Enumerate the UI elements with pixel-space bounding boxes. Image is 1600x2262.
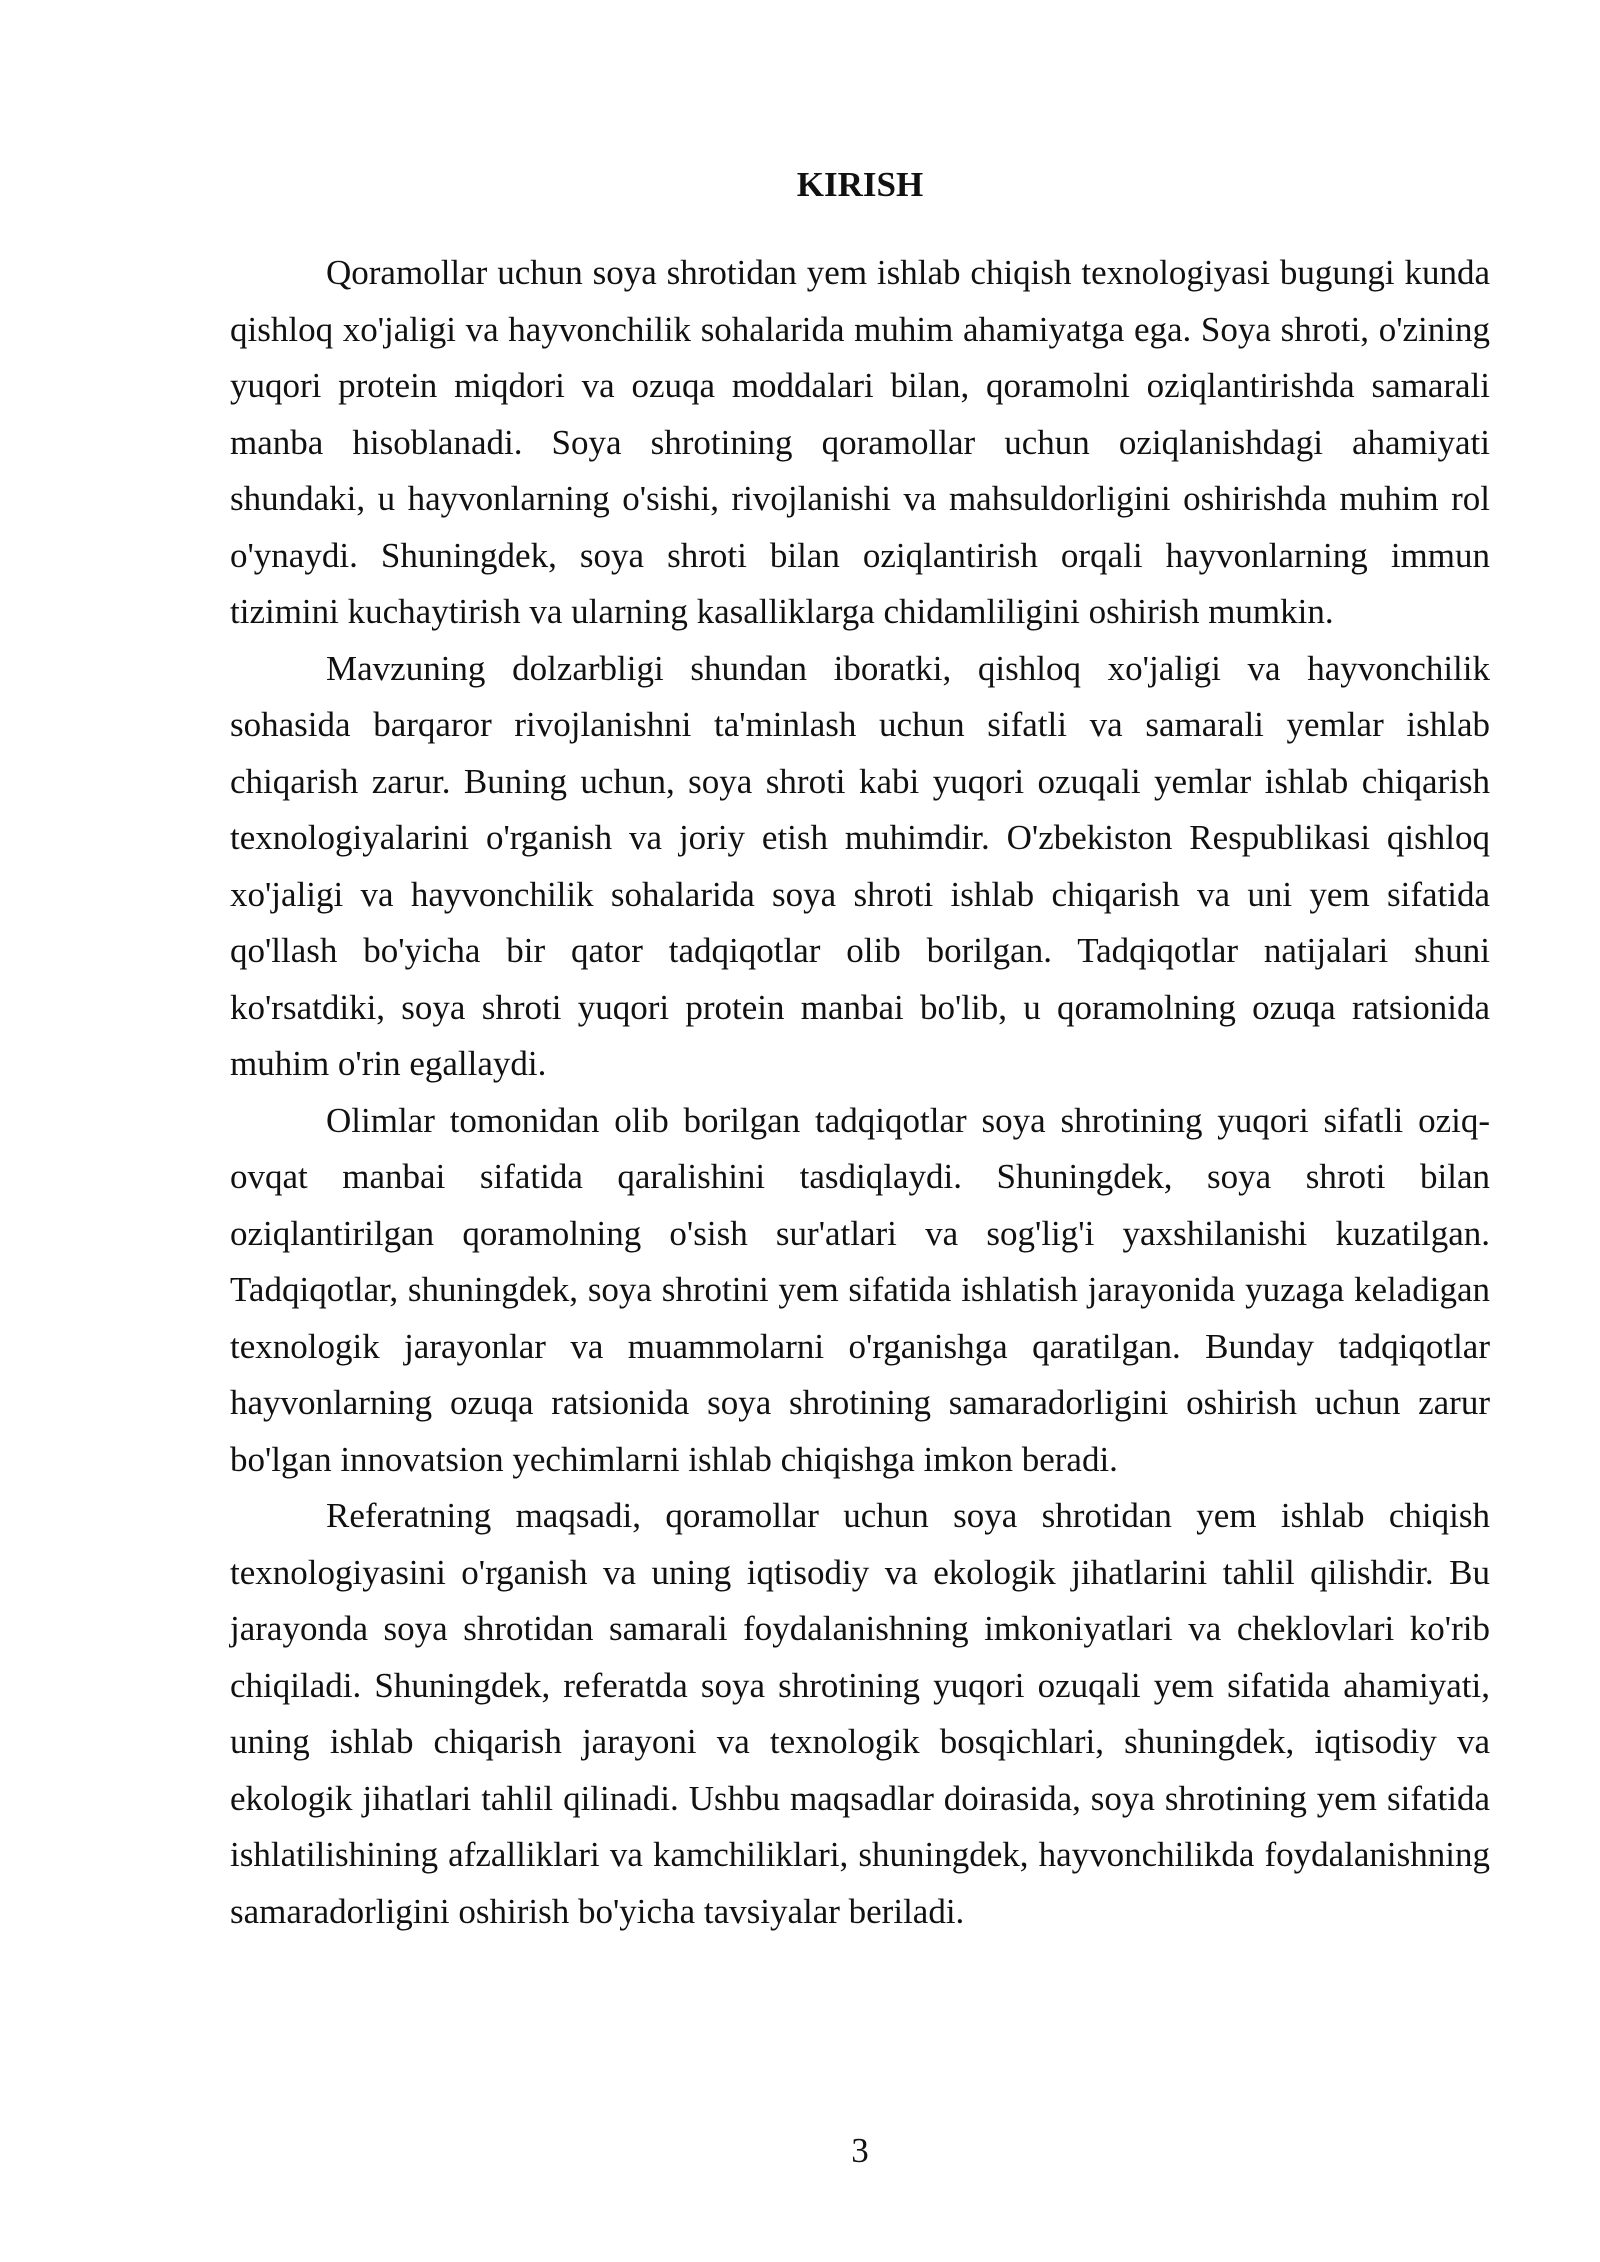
paragraph-relevance: Mavzuning dolzarbligi shundan iboratki, qishloq xo'jaligi va hayvonchilik sohasida barqaror rivojlanishni ta'minlash uchun sifatli va samarali yemlar ishlab chiqarish zarur. Buning uchun, soya shroti kabi yuqori ozuqali yemlar ishlab chiqarish texnologiyalarini o'rganish va joriy etish muhimdir. O'zbekiston Respublikasi qishloq xo'jaligi va hayvonchilik sohalarida soya shroti ishlab chiqarish va uni yem sifatida qo'llash bo'yicha bir qator tadqiqotlar olib borilgan. Tadqiqotlar natijalari shuni ko'rsatdiki, soya shroti yuqori protein manbai bo'lib, u qoramolning ozuqa ratsionida muhim o'rin egallaydi.	[230, 648, 1490, 1083]
page-number: 3	[851, 2131, 869, 2170]
paragraph-goal: Referatning maqsadi, qoramollar uchun soya shrotidan yem ishlab chiqish texnologiyasini o'rganish va uning iqtisodiy va ekologik jihatlarini tahlil qilishdir. Bu jarayonda soya shrotidan samarali foydalanishning imkoniyatlari va cheklovlari ko'rib chiqiladi. Shuningdek, referatda soya shrotining yuqori ozuqali yem sifatida ahamiyati, uning ishlab chiqarish jarayoni va texnologik bosqichlari, shuningdek, iqtisodiy va ekologik jihatlari tahlil qilinadi. Ushbu maqsadlar doirasida, soya shrotining yem sifatida ishlatilishining afzalliklari va kamchiliklari, shuningdek, hayvonchilikda foydalanishning samaradorligini oshirish bo'yicha tavsiyalar beriladi.	[230, 1496, 1490, 1931]
paragraph-research: Olimlar tomonidan olib borilgan tadqiqotlar soya shrotining yuqori sifatli oziq-ovqat manbai sifatida qaralishini tasdiqlaydi. Shuningdek, soya shroti bilan oziqlantirilgan qoramolning o'sish sur'atlari va sog'lig'i yaxshilanishi kuzatilgan. Tadqiqotlar, shuningdek, soya shrotini yem sifatida ishlatish jarayonida yuzaga keladigan texnologik jarayonlar va muammolarni o'rganishga qaratilgan. Bunday tadqiqotlar hayvonlarning ozuqa ratsionida soya shrotining samaradorligini oshirish uchun zarur bo'lgan innovatsion yechimlarni ishlab chiqishga imkon beradi.	[230, 1100, 1490, 1479]
paragraph-introduction: Qoramollar uchun soya shrotidan yem ishlab chiqish texnologiyasi bugungi kunda qishloq xo'jaligi va hayvonchilik sohalarida muhim ahamiyatga ega. Soya shroti, o'zining yuqori protein miqdori va ozuqa moddalari bilan, qoramolni oziqlantirishda samarali manba hisoblanadi. Soya shrotining qoramollar uchun oziqlanishdagi ahamiyati shundaki, u hayvonlarning o'sishi, rivojlanishi va mahsuldorligini oshirishda muhim rol o'ynaydi. Shuningdek, soya shroti bilan oziqlantirish orqali hayvonlarning immun tizimini kuchaytirish va ularning kasalliklarga chidamliligini oshirish mumkin.	[230, 253, 1490, 631]
body-text	[230, 245, 1490, 1940]
page-title: KIRISH	[796, 165, 924, 204]
